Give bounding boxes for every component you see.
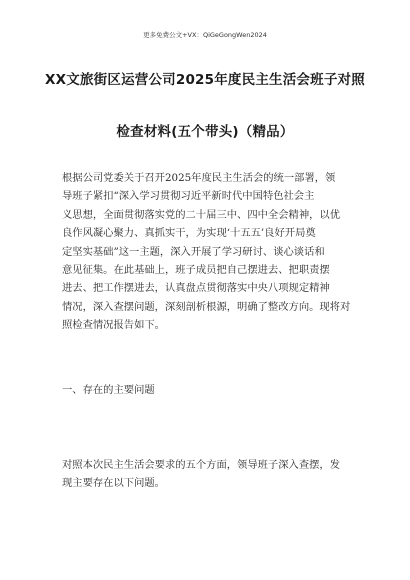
intro-line: 良作风凝心聚力、真抓实干，为实现‘十五五’良好开局奠: [62, 227, 316, 240]
intro-line: 照检查情况报告如下。: [62, 319, 165, 332]
header-note: 更多免费公文+VX：QiGeGongWen2024: [143, 31, 267, 39]
section-line: 现主要存在以下问题。: [62, 477, 165, 490]
intro-line: 义思想，全面贯彻落实党的二十届三中、四中全会精神，以优: [62, 208, 341, 221]
intro-line: 意见征集。在此基础上，班子成员把自己摆进去、把职责摆: [62, 264, 330, 277]
section-heading-text: 一、存在的主要问题: [62, 384, 155, 396]
intro-line: 定坚实基础”这一主题，深入开展了学习研讨、谈心谈话和: [62, 245, 325, 258]
section-line: 对照本次民主生活会要求的五个方面，领导班子深入查摆，发: [62, 459, 341, 471]
document-title-line-1: XX文旅街区运营公司2025年度民主生活会班子对照: [45, 72, 365, 88]
intro-line: 根据公司党委关于召开2025年度民主生活会的统一部署，领: [62, 172, 336, 184]
section-heading: [62, 381, 352, 399]
intro-line: 导班子紧扣“深入学习贯彻习近平新时代中国特色社会主: [62, 190, 315, 203]
document-title-line-2: 检查材料(五个带头)（精品）: [116, 124, 294, 140]
intro-line: 进去、把工作摆进去，认真盘点贯彻落实中央八项规定精神: [62, 282, 330, 295]
section-paragraph: [62, 456, 352, 493]
intro-paragraph: [62, 169, 352, 335]
intro-line: 情况，深入查摆问题，深刻剖析根源，明确了整改方向。现将对: [62, 300, 351, 313]
